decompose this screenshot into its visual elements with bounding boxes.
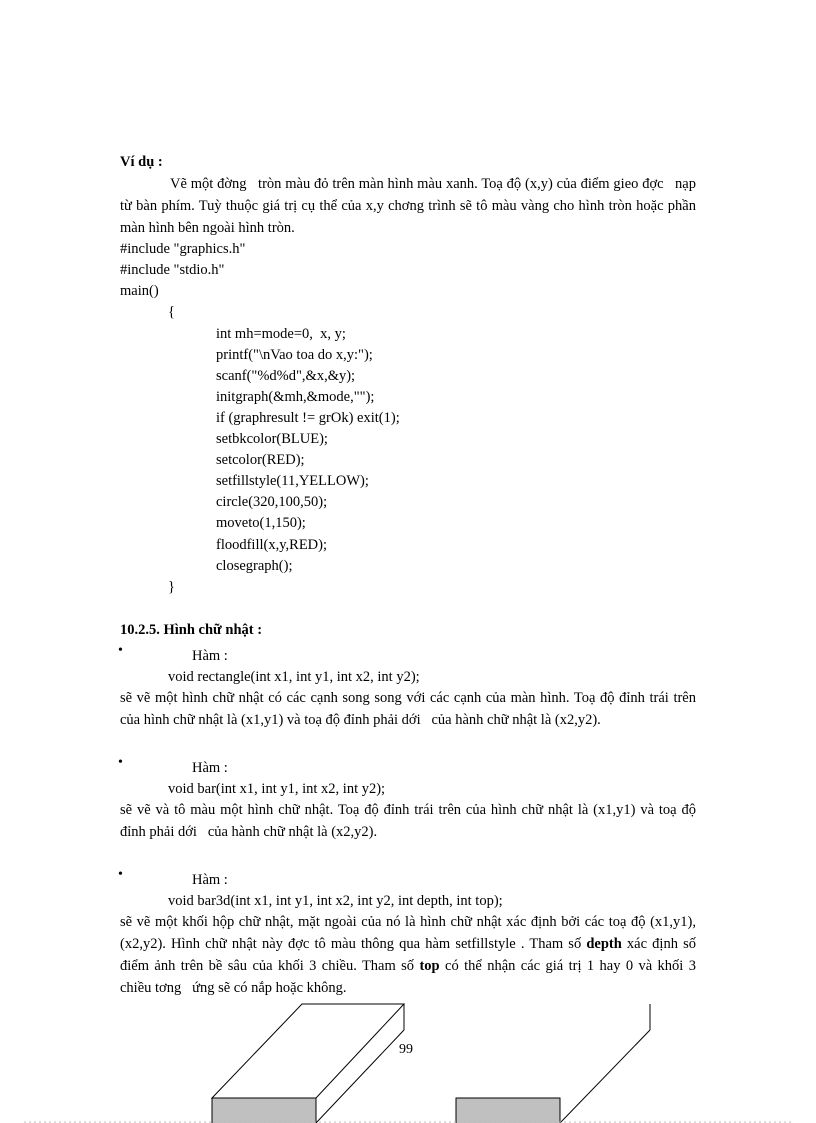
page-number: 99 bbox=[399, 1042, 413, 1057]
code-line: setfillstyle(11,YELLOW); bbox=[216, 473, 369, 489]
param-depth: depth bbox=[586, 936, 622, 952]
param-top: top bbox=[419, 958, 440, 974]
item-description-line: của hình chữ nhật là (x1,y1) và toạ độ đỉnh phải dới của hành chữ nhật là (x2,y2). bbox=[120, 712, 601, 728]
example-paragraph-line-1: Vẽ một đờng tròn màu đỏ trên màn hình màu xanh. Toạ độ (x,y) của điểm gieo đợc nạp bbox=[170, 176, 696, 192]
function-signature: void bar(int x1, int y1, int x2, int y2); bbox=[168, 781, 386, 797]
code-line: moveto(1,150); bbox=[216, 515, 306, 531]
example-heading: Ví dụ : bbox=[120, 154, 163, 170]
box-side-edge bbox=[560, 1030, 650, 1123]
bullet-icon: • bbox=[118, 643, 123, 658]
code-line: initgraph(&mh,&mode,""); bbox=[216, 389, 375, 405]
item-description-line: sẽ vẽ một hình chữ nhật có các cạnh song song với các cạnh của màn hình. Toạ độ đỉnh trái trên bbox=[120, 690, 696, 706]
section-title: 10.2.5. Hình chữ nhật : bbox=[120, 622, 263, 638]
bar3d-with-top-illustration bbox=[212, 1004, 404, 1123]
item-description-line: sẽ vẽ và tô màu một hình chữ nhật. Toạ độ đỉnh trái trên của hình chữ nhật là (x1,y1) và toạ độ bbox=[120, 802, 696, 818]
code-line: printf("\nVao toa do x,y:"); bbox=[216, 347, 373, 363]
code-line: setbkcolor(BLUE); bbox=[216, 431, 328, 447]
code-line: #include "stdio.h" bbox=[120, 262, 225, 278]
code-brace-open: { bbox=[168, 304, 175, 320]
code-line: int mh=mode=0, x, y; bbox=[216, 326, 346, 342]
code-line: #include "graphics.h" bbox=[120, 241, 246, 257]
item-label: Hàm : bbox=[192, 760, 228, 776]
item-description-line: đỉnh phải dới của hành chữ nhật là (x2,y2). bbox=[120, 824, 378, 840]
code-line: scanf("%d%d",&x,&y); bbox=[216, 368, 356, 384]
item-label: Hàm : bbox=[192, 648, 228, 664]
code-line: circle(320,100,50); bbox=[216, 494, 328, 510]
code-line: closegraph(); bbox=[216, 558, 293, 574]
example-paragraph-line-2: từ bàn phím. Tuỳ thuộc giá trị cụ thể của x,y chơng trình sẽ tô màu vàng cho hình tròn hoặc phần bbox=[120, 198, 696, 214]
code-brace-close: } bbox=[168, 579, 175, 595]
code-line: setcolor(RED); bbox=[216, 452, 305, 468]
bullet-icon: • bbox=[118, 755, 123, 770]
bar3d-without-top-illustration bbox=[456, 1004, 650, 1123]
box-side-edge bbox=[316, 1030, 404, 1123]
code-line: main() bbox=[120, 283, 159, 299]
item-description-line: điểm ảnh trên bề sâu của khối 3 chiều. Tham số top có thể nhận các giá trị 1 hay 0 và khối 3 bbox=[120, 958, 696, 974]
function-signature: void bar3d(int x1, int y1, int x2, int y2, int depth, int top); bbox=[168, 893, 503, 909]
item-label: Hàm : bbox=[192, 872, 228, 888]
item-description-line: sẽ vẽ một khối hộp chữ nhật, mặt ngoài của nó là hình chữ nhật xác định bởi các toạ độ (x1,y1), bbox=[120, 914, 696, 930]
code-line: floodfill(x,y,RED); bbox=[216, 537, 328, 553]
box-front-face bbox=[212, 1098, 316, 1123]
code-line: if (graphresult != grOk) exit(1); bbox=[216, 410, 400, 426]
function-signature: void rectangle(int x1, int y1, int x2, int y2); bbox=[168, 669, 420, 685]
box-top-face bbox=[212, 1004, 404, 1098]
item-description-line: (x2,y2). Hình chữ nhật này đợc tô màu thông qua hàm setfillstyle . Tham số depth xác định số bbox=[120, 936, 696, 952]
bullet-icon: • bbox=[118, 867, 123, 882]
box-front-face bbox=[456, 1098, 560, 1123]
item-description-line: chiều tơng ứng sẽ có nắp hoặc không. bbox=[120, 980, 347, 996]
example-paragraph-line-3: màn hình bên ngoài hình tròn. bbox=[120, 220, 295, 236]
